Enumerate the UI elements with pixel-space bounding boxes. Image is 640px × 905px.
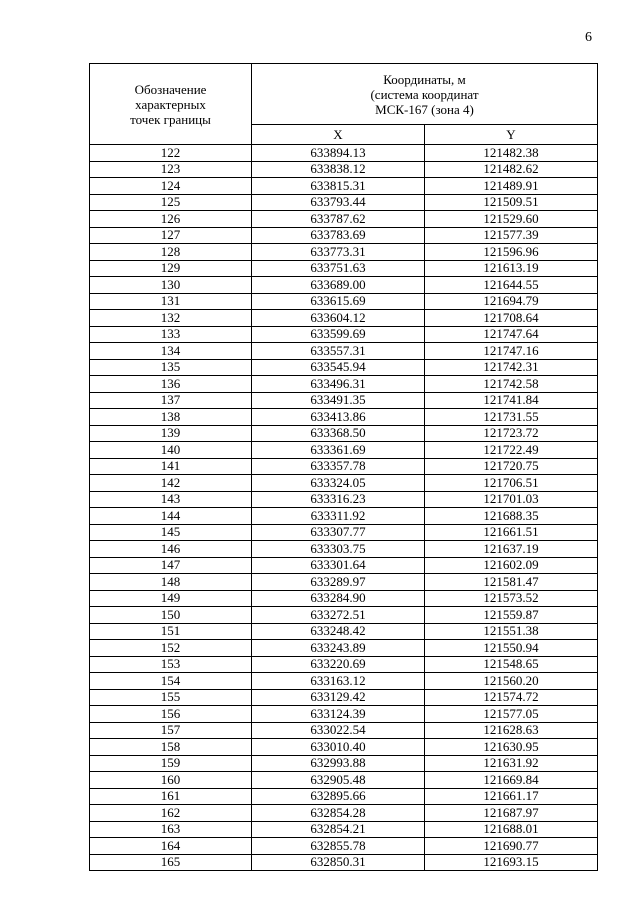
- point-number-cell: 157: [90, 722, 252, 739]
- table-row: [90, 475, 598, 492]
- table-header: [90, 64, 598, 145]
- x-coordinate-cell: 632850.31: [252, 854, 425, 871]
- y-coordinate-cell: 121708.64: [425, 310, 598, 327]
- x-coordinate-cell: 632895.66: [252, 788, 425, 805]
- table-row: [90, 491, 598, 508]
- point-number-cell: 144: [90, 508, 252, 525]
- x-coordinate-cell: 633316.23: [252, 491, 425, 508]
- point-number-cell: 152: [90, 640, 252, 657]
- point-number-cell: 165: [90, 854, 252, 871]
- y-coordinate-cell: 121644.55: [425, 277, 598, 294]
- table-row: [90, 755, 598, 772]
- table-row: [90, 310, 598, 327]
- table-row: [90, 227, 598, 244]
- x-coordinate-cell: 633311.92: [252, 508, 425, 525]
- y-coordinate-cell: 121747.16: [425, 343, 598, 360]
- x-coordinate-cell: 633751.63: [252, 260, 425, 277]
- point-number-cell: 153: [90, 656, 252, 673]
- y-coordinate-cell: 121631.92: [425, 755, 598, 772]
- point-number-cell: 129: [90, 260, 252, 277]
- table-row: [90, 722, 598, 739]
- point-number-cell: 151: [90, 623, 252, 640]
- point-number-cell: 163: [90, 821, 252, 838]
- header-point-line: характерных: [135, 96, 206, 112]
- point-number-cell: 122: [90, 145, 252, 162]
- table-row: [90, 376, 598, 393]
- table-row: [90, 392, 598, 409]
- point-number-cell: 133: [90, 326, 252, 343]
- x-coordinate-cell: 633303.75: [252, 541, 425, 558]
- y-coordinate-cell: 121722.49: [425, 442, 598, 459]
- y-coordinate-cell: 121630.95: [425, 739, 598, 756]
- table-row: [90, 640, 598, 657]
- coordinates-table: [89, 63, 598, 871]
- y-coordinate-cell: 121731.55: [425, 409, 598, 426]
- y-coordinate-cell: 121723.72: [425, 425, 598, 442]
- point-number-cell: 140: [90, 442, 252, 459]
- table-row: [90, 359, 598, 376]
- x-coordinate-cell: 633496.31: [252, 376, 425, 393]
- y-coordinate-cell: 121669.84: [425, 772, 598, 789]
- table-row: [90, 442, 598, 459]
- x-coordinate-cell: 633894.13: [252, 145, 425, 162]
- point-number-cell: 143: [90, 491, 252, 508]
- x-coordinate-cell: 633599.69: [252, 326, 425, 343]
- x-coordinate-cell: 633815.31: [252, 178, 425, 195]
- table-row: [90, 838, 598, 855]
- y-coordinate-cell: 121706.51: [425, 475, 598, 492]
- y-coordinate-cell: 121637.19: [425, 541, 598, 558]
- table-row: [90, 343, 598, 360]
- y-coordinate-cell: 121693.15: [425, 854, 598, 871]
- point-number-cell: 132: [90, 310, 252, 327]
- table-row: [90, 260, 598, 277]
- x-coordinate-cell: 633324.05: [252, 475, 425, 492]
- point-number-cell: 154: [90, 673, 252, 690]
- point-number-cell: 127: [90, 227, 252, 244]
- header-coords-line: Координаты, м: [383, 71, 466, 87]
- point-number-cell: 134: [90, 343, 252, 360]
- y-coordinate-cell: 121581.47: [425, 574, 598, 591]
- point-number-cell: 142: [90, 475, 252, 492]
- point-number-cell: 155: [90, 689, 252, 706]
- point-number-cell: 125: [90, 194, 252, 211]
- table-row: [90, 508, 598, 525]
- point-number-cell: 124: [90, 178, 252, 195]
- point-number-cell: 149: [90, 590, 252, 607]
- point-number-cell: 162: [90, 805, 252, 822]
- x-coordinate-cell: 633272.51: [252, 607, 425, 624]
- table-row: [90, 656, 598, 673]
- table-row: [90, 788, 598, 805]
- x-coordinate-cell: 633413.86: [252, 409, 425, 426]
- y-coordinate-cell: 121529.60: [425, 211, 598, 228]
- table-row: [90, 623, 598, 640]
- header-point-designation: [90, 64, 252, 145]
- x-coordinate-cell: 633557.31: [252, 343, 425, 360]
- x-coordinate-cell: 633022.54: [252, 722, 425, 739]
- x-coordinate-cell: 633545.94: [252, 359, 425, 376]
- y-coordinate-cell: 121560.20: [425, 673, 598, 690]
- table-row: [90, 590, 598, 607]
- x-coordinate-cell: 632854.28: [252, 805, 425, 822]
- x-coordinate-cell: 633368.50: [252, 425, 425, 442]
- point-number-cell: 150: [90, 607, 252, 624]
- table-row: [90, 673, 598, 690]
- point-number-cell: 135: [90, 359, 252, 376]
- header-coords-line: (система координат: [370, 86, 479, 102]
- point-number-cell: 147: [90, 557, 252, 574]
- x-coordinate-cell: 633307.77: [252, 524, 425, 541]
- point-number-cell: 158: [90, 739, 252, 756]
- y-coordinate-cell: 121687.97: [425, 805, 598, 822]
- x-coordinate-cell: 633357.78: [252, 458, 425, 475]
- table-row: [90, 145, 598, 162]
- table-row: [90, 161, 598, 178]
- x-coordinate-cell: 633604.12: [252, 310, 425, 327]
- y-coordinate-cell: 121661.17: [425, 788, 598, 805]
- table-row: [90, 706, 598, 723]
- table-row: [90, 805, 598, 822]
- table-row: [90, 739, 598, 756]
- header-point-line: Обозначение: [134, 81, 207, 97]
- table-row: [90, 772, 598, 789]
- point-number-cell: 141: [90, 458, 252, 475]
- point-number-cell: 139: [90, 425, 252, 442]
- point-number-cell: 145: [90, 524, 252, 541]
- point-number-cell: 123: [90, 161, 252, 178]
- y-coordinate-cell: 121596.96: [425, 244, 598, 261]
- table-row: [90, 821, 598, 838]
- table-row: [90, 326, 598, 343]
- y-coordinate-cell: 121489.91: [425, 178, 598, 195]
- x-coordinate-cell: 633163.12: [252, 673, 425, 690]
- header-y: Y: [425, 125, 598, 145]
- x-coordinate-cell: 633124.39: [252, 706, 425, 723]
- table-row: [90, 194, 598, 211]
- table-row: [90, 689, 598, 706]
- x-coordinate-cell: 633491.35: [252, 392, 425, 409]
- x-coordinate-cell: 633301.64: [252, 557, 425, 574]
- table-row: [90, 293, 598, 310]
- table-row: [90, 524, 598, 541]
- x-coordinate-cell: 633689.00: [252, 277, 425, 294]
- x-coordinate-cell: 632854.21: [252, 821, 425, 838]
- y-coordinate-cell: 121694.79: [425, 293, 598, 310]
- x-coordinate-cell: 633220.69: [252, 656, 425, 673]
- x-coordinate-cell: 633243.89: [252, 640, 425, 657]
- x-coordinate-cell: 632905.48: [252, 772, 425, 789]
- table-row: [90, 409, 598, 426]
- table-row: [90, 557, 598, 574]
- y-coordinate-cell: 121559.87: [425, 607, 598, 624]
- y-coordinate-cell: 121550.94: [425, 640, 598, 657]
- point-number-cell: 130: [90, 277, 252, 294]
- x-coordinate-cell: 633289.97: [252, 574, 425, 591]
- x-coordinate-cell: 633787.62: [252, 211, 425, 228]
- y-coordinate-cell: 121741.84: [425, 392, 598, 409]
- point-number-cell: 126: [90, 211, 252, 228]
- y-coordinate-cell: 121551.38: [425, 623, 598, 640]
- point-number-cell: 148: [90, 574, 252, 591]
- x-coordinate-cell: 633783.69: [252, 227, 425, 244]
- x-coordinate-cell: 633010.40: [252, 739, 425, 756]
- y-coordinate-cell: 121720.75: [425, 458, 598, 475]
- page-number: 6: [585, 30, 592, 45]
- x-coordinate-cell: 633615.69: [252, 293, 425, 310]
- point-number-cell: 146: [90, 541, 252, 558]
- y-coordinate-cell: 121628.63: [425, 722, 598, 739]
- x-coordinate-cell: 633793.44: [252, 194, 425, 211]
- y-coordinate-cell: 121548.65: [425, 656, 598, 673]
- point-number-cell: 138: [90, 409, 252, 426]
- x-coordinate-cell: 633361.69: [252, 442, 425, 459]
- point-number-cell: 136: [90, 376, 252, 393]
- point-number-cell: 128: [90, 244, 252, 261]
- table-row: [90, 178, 598, 195]
- y-coordinate-cell: 121688.35: [425, 508, 598, 525]
- x-coordinate-cell: 633129.42: [252, 689, 425, 706]
- table-row: [90, 277, 598, 294]
- table-body: [90, 145, 598, 871]
- table-row: [90, 854, 598, 871]
- y-coordinate-cell: 121613.19: [425, 260, 598, 277]
- table-row: [90, 607, 598, 624]
- point-number-cell: 131: [90, 293, 252, 310]
- table-row: [90, 541, 598, 558]
- point-number-cell: 156: [90, 706, 252, 723]
- header-coordinates: [252, 64, 598, 125]
- point-number-cell: 159: [90, 755, 252, 772]
- y-coordinate-cell: 121690.77: [425, 838, 598, 855]
- y-coordinate-cell: 121573.52: [425, 590, 598, 607]
- table-row: [90, 574, 598, 591]
- header-point-line: точек границы: [130, 111, 211, 127]
- x-coordinate-cell: 633773.31: [252, 244, 425, 261]
- y-coordinate-cell: 121701.03: [425, 491, 598, 508]
- y-coordinate-cell: 121661.51: [425, 524, 598, 541]
- table-row: [90, 211, 598, 228]
- y-coordinate-cell: 121688.01: [425, 821, 598, 838]
- point-number-cell: 137: [90, 392, 252, 409]
- y-coordinate-cell: 121482.62: [425, 161, 598, 178]
- y-coordinate-cell: 121482.38: [425, 145, 598, 162]
- y-coordinate-cell: 121742.58: [425, 376, 598, 393]
- y-coordinate-cell: 121577.39: [425, 227, 598, 244]
- y-coordinate-cell: 121742.31: [425, 359, 598, 376]
- y-coordinate-cell: 121602.09: [425, 557, 598, 574]
- point-number-cell: 160: [90, 772, 252, 789]
- x-coordinate-cell: 632855.78: [252, 838, 425, 855]
- y-coordinate-cell: 121747.64: [425, 326, 598, 343]
- x-coordinate-cell: 632993.88: [252, 755, 425, 772]
- table-row: [90, 244, 598, 261]
- table-row: [90, 458, 598, 475]
- header-coords-line: МСК-167 (зона 4): [375, 101, 474, 117]
- x-coordinate-cell: 633838.12: [252, 161, 425, 178]
- x-coordinate-cell: 633284.90: [252, 590, 425, 607]
- y-coordinate-cell: 121577.05: [425, 706, 598, 723]
- x-coordinate-cell: 633248.42: [252, 623, 425, 640]
- y-coordinate-cell: 121574.72: [425, 689, 598, 706]
- y-coordinate-cell: 121509.51: [425, 194, 598, 211]
- point-number-cell: 164: [90, 838, 252, 855]
- table-row: [90, 425, 598, 442]
- header-x: X: [252, 125, 425, 145]
- point-number-cell: 161: [90, 788, 252, 805]
